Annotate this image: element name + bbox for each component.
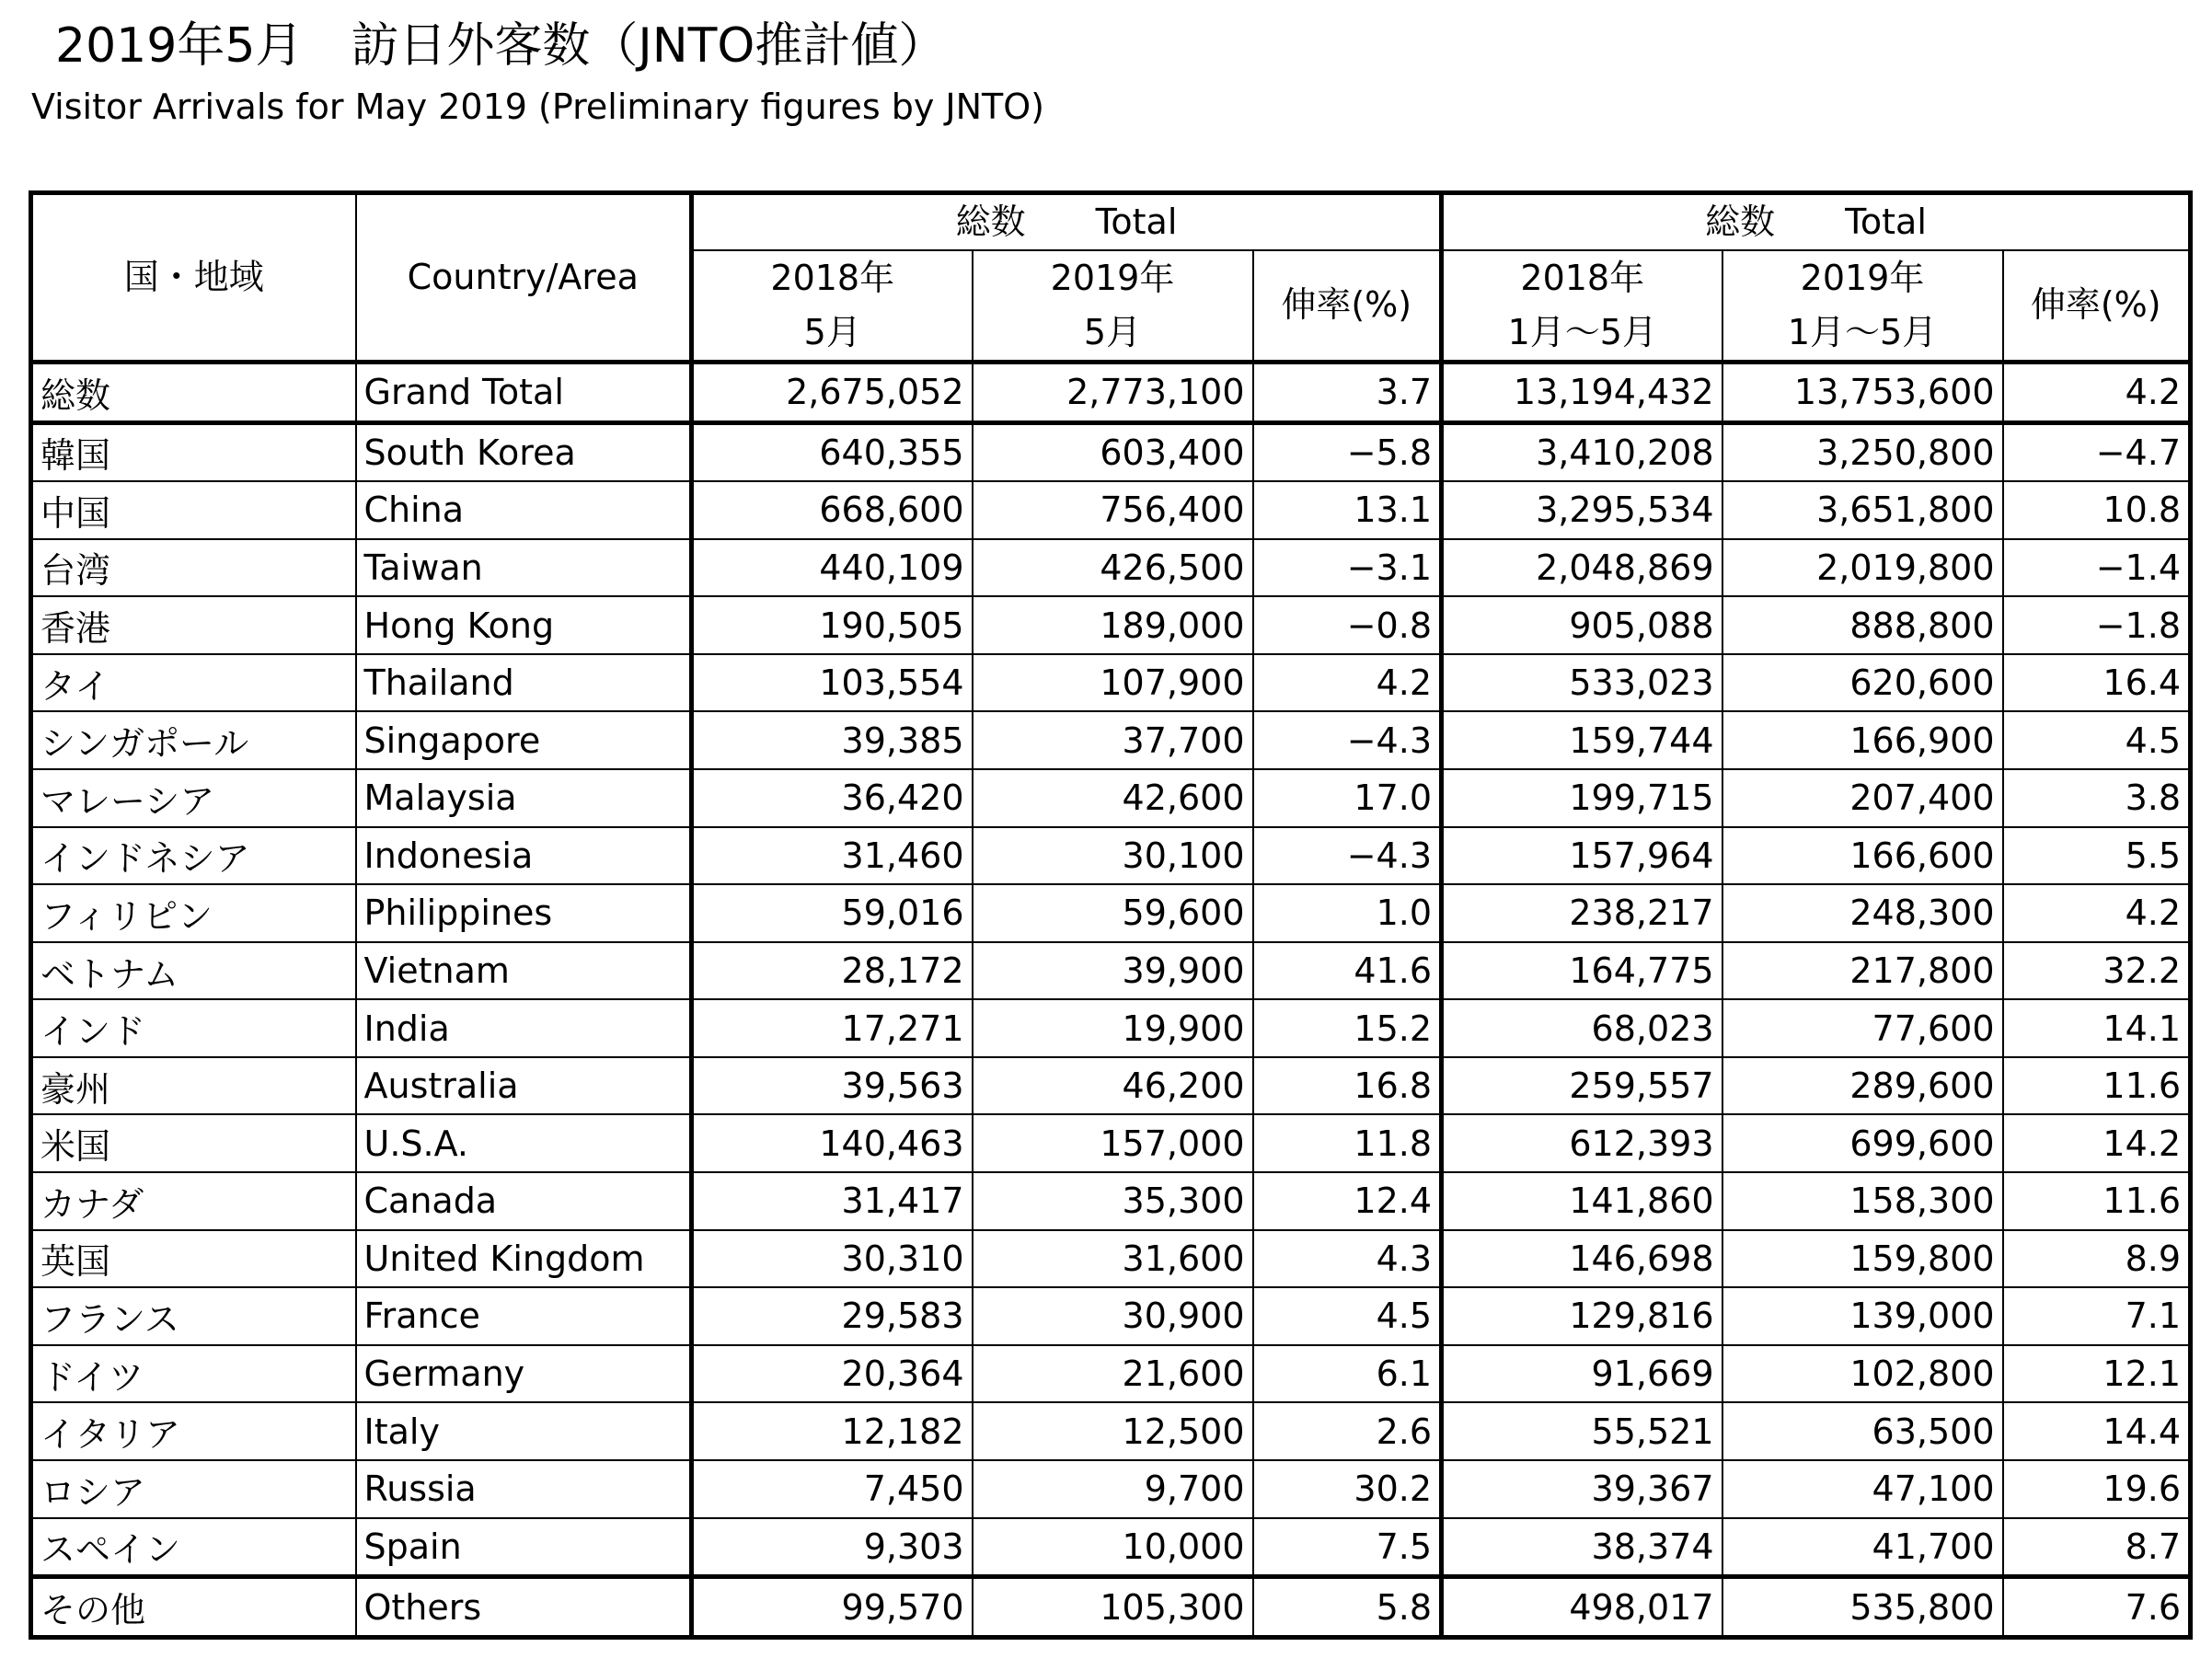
cell-ytd-2018: 3,295,534 xyxy=(1442,481,1722,539)
cell-growth-may: 13.1 xyxy=(1253,481,1442,539)
cell-growth-may: 2.6 xyxy=(1253,1402,1442,1460)
cell-growth-ytd: 4.2 xyxy=(2003,362,2191,422)
header-2019-may-month: 5月 xyxy=(1083,311,1142,352)
cell-growth-ytd: 19.6 xyxy=(2003,1460,2191,1518)
cell-growth-ytd: 4.2 xyxy=(2003,884,2191,942)
cell-ytd-2018: 159,744 xyxy=(1442,711,1722,769)
cell-growth-may: 4.2 xyxy=(1253,654,1442,712)
table-row xyxy=(31,884,2191,942)
cell-may-2018: 440,109 xyxy=(692,539,973,597)
cell-ytd-2018: 238,217 xyxy=(1442,884,1722,942)
cell-country-en: Canada xyxy=(356,1172,692,1230)
cell-growth-ytd: 16.4 xyxy=(2003,654,2191,712)
cell-may-2018: 9,303 xyxy=(692,1518,973,1577)
cell-country-ja: マレーシア xyxy=(31,769,356,827)
cell-growth-ytd: 4.5 xyxy=(2003,711,2191,769)
cell-ytd-2018: 498,017 xyxy=(1442,1577,1722,1638)
header-country-ja: 国・地域 xyxy=(31,193,356,363)
cell-growth-may: 5.8 xyxy=(1253,1577,1442,1638)
header-2018-may xyxy=(692,250,973,363)
table-row xyxy=(31,654,2191,712)
header-2019-ytd-range: 1月～5月 xyxy=(1787,311,1938,352)
table-row xyxy=(31,1518,2191,1577)
cell-growth-ytd: 8.9 xyxy=(2003,1230,2191,1288)
cell-may-2019: 426,500 xyxy=(973,539,1253,597)
cell-growth-ytd: 3.8 xyxy=(2003,769,2191,827)
header-2018-ytd-range: 1月～5月 xyxy=(1507,311,1657,352)
cell-growth-may: −4.3 xyxy=(1253,711,1442,769)
cell-country-ja: 豪州 xyxy=(31,1057,356,1115)
cell-may-2018: 99,570 xyxy=(692,1577,973,1638)
table-row xyxy=(31,422,2191,481)
cell-country-en: South Korea xyxy=(356,422,692,481)
cell-ytd-2018: 2,048,869 xyxy=(1442,539,1722,597)
cell-growth-may: 17.0 xyxy=(1253,769,1442,827)
cell-ytd-2018: 141,860 xyxy=(1442,1172,1722,1230)
table-body xyxy=(31,362,2191,1637)
cell-may-2018: 31,460 xyxy=(692,827,973,885)
cell-growth-may: −5.8 xyxy=(1253,422,1442,481)
cell-may-2019: 189,000 xyxy=(973,596,1253,654)
header-2019-may xyxy=(973,250,1253,363)
cell-ytd-2019: 217,800 xyxy=(1722,942,2003,1000)
cell-may-2019: 30,900 xyxy=(973,1287,1253,1345)
cell-ytd-2018: 38,374 xyxy=(1442,1518,1722,1577)
cell-growth-ytd: −1.4 xyxy=(2003,539,2191,597)
cell-country-ja: フランス xyxy=(31,1287,356,1345)
cell-country-ja: インドネシア xyxy=(31,827,356,885)
cell-country-en: Spain xyxy=(356,1518,692,1577)
header-2019-ytd xyxy=(1722,250,2003,363)
cell-country-ja: スペイン xyxy=(31,1518,356,1577)
visitor-arrivals-table xyxy=(29,190,2193,1640)
cell-may-2019: 46,200 xyxy=(973,1057,1253,1115)
cell-country-ja: 韓国 xyxy=(31,422,356,481)
cell-country-ja: 香港 xyxy=(31,596,356,654)
cell-ytd-2019: 248,300 xyxy=(1722,884,2003,942)
cell-may-2018: 36,420 xyxy=(692,769,973,827)
cell-growth-may: 4.3 xyxy=(1253,1230,1442,1288)
cell-country-ja: 台湾 xyxy=(31,539,356,597)
cell-may-2018: 29,583 xyxy=(692,1287,973,1345)
cell-may-2019: 31,600 xyxy=(973,1230,1253,1288)
cell-may-2018: 640,355 xyxy=(692,422,973,481)
cell-ytd-2019: 166,600 xyxy=(1722,827,2003,885)
cell-ytd-2019: 102,800 xyxy=(1722,1345,2003,1403)
cell-growth-may: 15.2 xyxy=(1253,999,1442,1057)
cell-ytd-2018: 905,088 xyxy=(1442,596,1722,654)
cell-country-ja: ロシア xyxy=(31,1460,356,1518)
header-2018-ytd xyxy=(1442,250,1722,363)
cell-country-en: Thailand xyxy=(356,654,692,712)
cell-growth-may: 16.8 xyxy=(1253,1057,1442,1115)
table-row xyxy=(31,942,2191,1000)
cell-country-ja: 中国 xyxy=(31,481,356,539)
cell-country-en: Philippines xyxy=(356,884,692,942)
cell-country-ja: ベトナム xyxy=(31,942,356,1000)
cell-growth-ytd: 8.7 xyxy=(2003,1518,2191,1577)
cell-growth-may: 1.0 xyxy=(1253,884,1442,942)
table-row xyxy=(31,999,2191,1057)
cell-may-2018: 39,563 xyxy=(692,1057,973,1115)
header-group-may: 総数 Total xyxy=(692,193,1442,250)
cell-growth-may: −0.8 xyxy=(1253,596,1442,654)
cell-country-ja: カナダ xyxy=(31,1172,356,1230)
cell-country-en: Others xyxy=(356,1577,692,1638)
cell-may-2018: 668,600 xyxy=(692,481,973,539)
cell-ytd-2018: 533,023 xyxy=(1442,654,1722,712)
cell-country-ja: インド xyxy=(31,999,356,1057)
cell-country-en: Taiwan xyxy=(356,539,692,597)
cell-may-2019: 603,400 xyxy=(973,422,1253,481)
cell-ytd-2018: 13,194,432 xyxy=(1442,362,1722,422)
cell-may-2019: 10,000 xyxy=(973,1518,1253,1577)
cell-country-en: Australia xyxy=(356,1057,692,1115)
cell-ytd-2018: 259,557 xyxy=(1442,1057,1722,1115)
cell-growth-may: 3.7 xyxy=(1253,362,1442,422)
table-row xyxy=(31,827,2191,885)
cell-growth-ytd: 14.4 xyxy=(2003,1402,2191,1460)
cell-country-en: Russia xyxy=(356,1460,692,1518)
cell-country-en: Germany xyxy=(356,1345,692,1403)
table-row xyxy=(31,1460,2191,1518)
cell-growth-may: 41.6 xyxy=(1253,942,1442,1000)
cell-growth-ytd: 5.5 xyxy=(2003,827,2191,885)
cell-ytd-2019: 158,300 xyxy=(1722,1172,2003,1230)
cell-ytd-2018: 68,023 xyxy=(1442,999,1722,1057)
cell-country-en: U.S.A. xyxy=(356,1114,692,1172)
cell-may-2019: 30,100 xyxy=(973,827,1253,885)
cell-ytd-2019: 620,600 xyxy=(1722,654,2003,712)
cell-country-ja: 総数 xyxy=(31,362,356,422)
table-row xyxy=(31,481,2191,539)
header-2019-ytd-year: 2019年 xyxy=(1800,258,1925,298)
cell-growth-ytd: 11.6 xyxy=(2003,1172,2191,1230)
cell-may-2019: 37,700 xyxy=(973,711,1253,769)
cell-may-2019: 756,400 xyxy=(973,481,1253,539)
cell-growth-ytd: 14.1 xyxy=(2003,999,2191,1057)
table-row xyxy=(31,362,2191,422)
cell-growth-ytd: −1.8 xyxy=(2003,596,2191,654)
cell-ytd-2019: 699,600 xyxy=(1722,1114,2003,1172)
cell-growth-may: −3.1 xyxy=(1253,539,1442,597)
cell-may-2018: 30,310 xyxy=(692,1230,973,1288)
cell-ytd-2019: 888,800 xyxy=(1722,596,2003,654)
cell-may-2018: 190,505 xyxy=(692,596,973,654)
cell-country-en: Singapore xyxy=(356,711,692,769)
header-group-ytd: 総数 Total xyxy=(1442,193,2191,250)
cell-may-2018: 12,182 xyxy=(692,1402,973,1460)
cell-growth-may: −4.3 xyxy=(1253,827,1442,885)
cell-may-2019: 105,300 xyxy=(973,1577,1253,1638)
table-row xyxy=(31,596,2191,654)
cell-country-ja: 英国 xyxy=(31,1230,356,1288)
cell-may-2019: 21,600 xyxy=(973,1345,1253,1403)
table-row xyxy=(31,1345,2191,1403)
cell-country-en: China xyxy=(356,481,692,539)
cell-growth-ytd: 11.6 xyxy=(2003,1057,2191,1115)
cell-may-2019: 9,700 xyxy=(973,1460,1253,1518)
cell-may-2019: 19,900 xyxy=(973,999,1253,1057)
table-row xyxy=(31,1577,2191,1638)
cell-may-2019: 157,000 xyxy=(973,1114,1253,1172)
cell-may-2018: 7,450 xyxy=(692,1460,973,1518)
cell-growth-may: 4.5 xyxy=(1253,1287,1442,1345)
cell-ytd-2019: 13,753,600 xyxy=(1722,362,2003,422)
cell-may-2019: 59,600 xyxy=(973,884,1253,942)
cell-country-en: Vietnam xyxy=(356,942,692,1000)
cell-ytd-2018: 55,521 xyxy=(1442,1402,1722,1460)
cell-ytd-2018: 199,715 xyxy=(1442,769,1722,827)
cell-country-ja: ドイツ xyxy=(31,1345,356,1403)
cell-ytd-2018: 146,698 xyxy=(1442,1230,1722,1288)
cell-may-2019: 2,773,100 xyxy=(973,362,1253,422)
cell-country-en: Italy xyxy=(356,1402,692,1460)
cell-may-2019: 12,500 xyxy=(973,1402,1253,1460)
cell-country-ja: フィリピン xyxy=(31,884,356,942)
cell-ytd-2019: 166,900 xyxy=(1722,711,2003,769)
cell-ytd-2019: 159,800 xyxy=(1722,1230,2003,1288)
cell-country-en: Hong Kong xyxy=(356,596,692,654)
header-country-en: Country/Area xyxy=(356,193,692,363)
cell-may-2018: 140,463 xyxy=(692,1114,973,1172)
table-row xyxy=(31,769,2191,827)
cell-ytd-2019: 3,651,800 xyxy=(1722,481,2003,539)
cell-country-en: Indonesia xyxy=(356,827,692,885)
cell-ytd-2019: 2,019,800 xyxy=(1722,539,2003,597)
header-2018-ytd-year: 2018年 xyxy=(1520,258,1645,298)
cell-ytd-2019: 139,000 xyxy=(1722,1287,2003,1345)
cell-ytd-2018: 164,775 xyxy=(1442,942,1722,1000)
cell-ytd-2018: 39,367 xyxy=(1442,1460,1722,1518)
cell-country-ja: イタリア xyxy=(31,1402,356,1460)
cell-country-en: United Kingdom xyxy=(356,1230,692,1288)
header-2018-may-month: 5月 xyxy=(803,311,861,352)
cell-growth-may: 7.5 xyxy=(1253,1518,1442,1577)
cell-ytd-2019: 41,700 xyxy=(1722,1518,2003,1577)
cell-growth-may: 12.4 xyxy=(1253,1172,1442,1230)
table-row xyxy=(31,1287,2191,1345)
table-row xyxy=(31,711,2191,769)
cell-growth-may: 11.8 xyxy=(1253,1114,1442,1172)
cell-may-2018: 31,417 xyxy=(692,1172,973,1230)
cell-may-2018: 2,675,052 xyxy=(692,362,973,422)
header-2019-may-year: 2019年 xyxy=(1050,258,1175,298)
cell-country-en: Malaysia xyxy=(356,769,692,827)
cell-growth-ytd: −4.7 xyxy=(2003,422,2191,481)
cell-may-2018: 39,385 xyxy=(692,711,973,769)
cell-may-2019: 42,600 xyxy=(973,769,1253,827)
cell-growth-may: 6.1 xyxy=(1253,1345,1442,1403)
cell-may-2019: 35,300 xyxy=(973,1172,1253,1230)
cell-may-2018: 28,172 xyxy=(692,942,973,1000)
table-row xyxy=(31,1402,2191,1460)
cell-ytd-2018: 3,410,208 xyxy=(1442,422,1722,481)
cell-ytd-2019: 289,600 xyxy=(1722,1057,2003,1115)
cell-country-ja: タイ xyxy=(31,654,356,712)
cell-ytd-2019: 47,100 xyxy=(1722,1460,2003,1518)
cell-growth-may: 30.2 xyxy=(1253,1460,1442,1518)
cell-growth-ytd: 10.8 xyxy=(2003,481,2191,539)
cell-growth-ytd: 7.6 xyxy=(2003,1577,2191,1638)
cell-ytd-2019: 3,250,800 xyxy=(1722,422,2003,481)
cell-ytd-2019: 77,600 xyxy=(1722,999,2003,1057)
cell-may-2018: 20,364 xyxy=(692,1345,973,1403)
cell-ytd-2019: 63,500 xyxy=(1722,1402,2003,1460)
cell-country-en: France xyxy=(356,1287,692,1345)
page-title: 2019年5月 訪日外客数（JNTO推計値） xyxy=(55,18,947,74)
cell-may-2019: 107,900 xyxy=(973,654,1253,712)
cell-may-2019: 39,900 xyxy=(973,942,1253,1000)
cell-ytd-2018: 91,669 xyxy=(1442,1345,1722,1403)
header-2018-may-year: 2018年 xyxy=(770,258,895,298)
cell-growth-ytd: 7.1 xyxy=(2003,1287,2191,1345)
table-row xyxy=(31,1172,2191,1230)
cell-country-ja: 米国 xyxy=(31,1114,356,1172)
cell-ytd-2018: 129,816 xyxy=(1442,1287,1722,1345)
table-row xyxy=(31,1114,2191,1172)
cell-may-2018: 59,016 xyxy=(692,884,973,942)
header-growth-may: 伸率(%) xyxy=(1253,250,1442,363)
cell-country-ja: シンガポール xyxy=(31,711,356,769)
cell-growth-ytd: 32.2 xyxy=(2003,942,2191,1000)
cell-ytd-2019: 207,400 xyxy=(1722,769,2003,827)
cell-may-2018: 17,271 xyxy=(692,999,973,1057)
cell-may-2018: 103,554 xyxy=(692,654,973,712)
cell-country-en: India xyxy=(356,999,692,1057)
cell-ytd-2018: 612,393 xyxy=(1442,1114,1722,1172)
cell-growth-ytd: 14.2 xyxy=(2003,1114,2191,1172)
cell-growth-ytd: 12.1 xyxy=(2003,1345,2191,1403)
header-growth-ytd: 伸率(%) xyxy=(2003,250,2191,363)
page-subtitle: Visitor Arrivals for May 2019 (Preliminary figures by JNTO) xyxy=(31,86,1044,127)
cell-ytd-2019: 535,800 xyxy=(1722,1577,2003,1638)
cell-country-ja: その他 xyxy=(31,1577,356,1638)
table-row xyxy=(31,1230,2191,1288)
table-row xyxy=(31,539,2191,597)
cell-ytd-2018: 157,964 xyxy=(1442,827,1722,885)
table-row xyxy=(31,1057,2191,1115)
cell-country-en: Grand Total xyxy=(356,362,692,422)
